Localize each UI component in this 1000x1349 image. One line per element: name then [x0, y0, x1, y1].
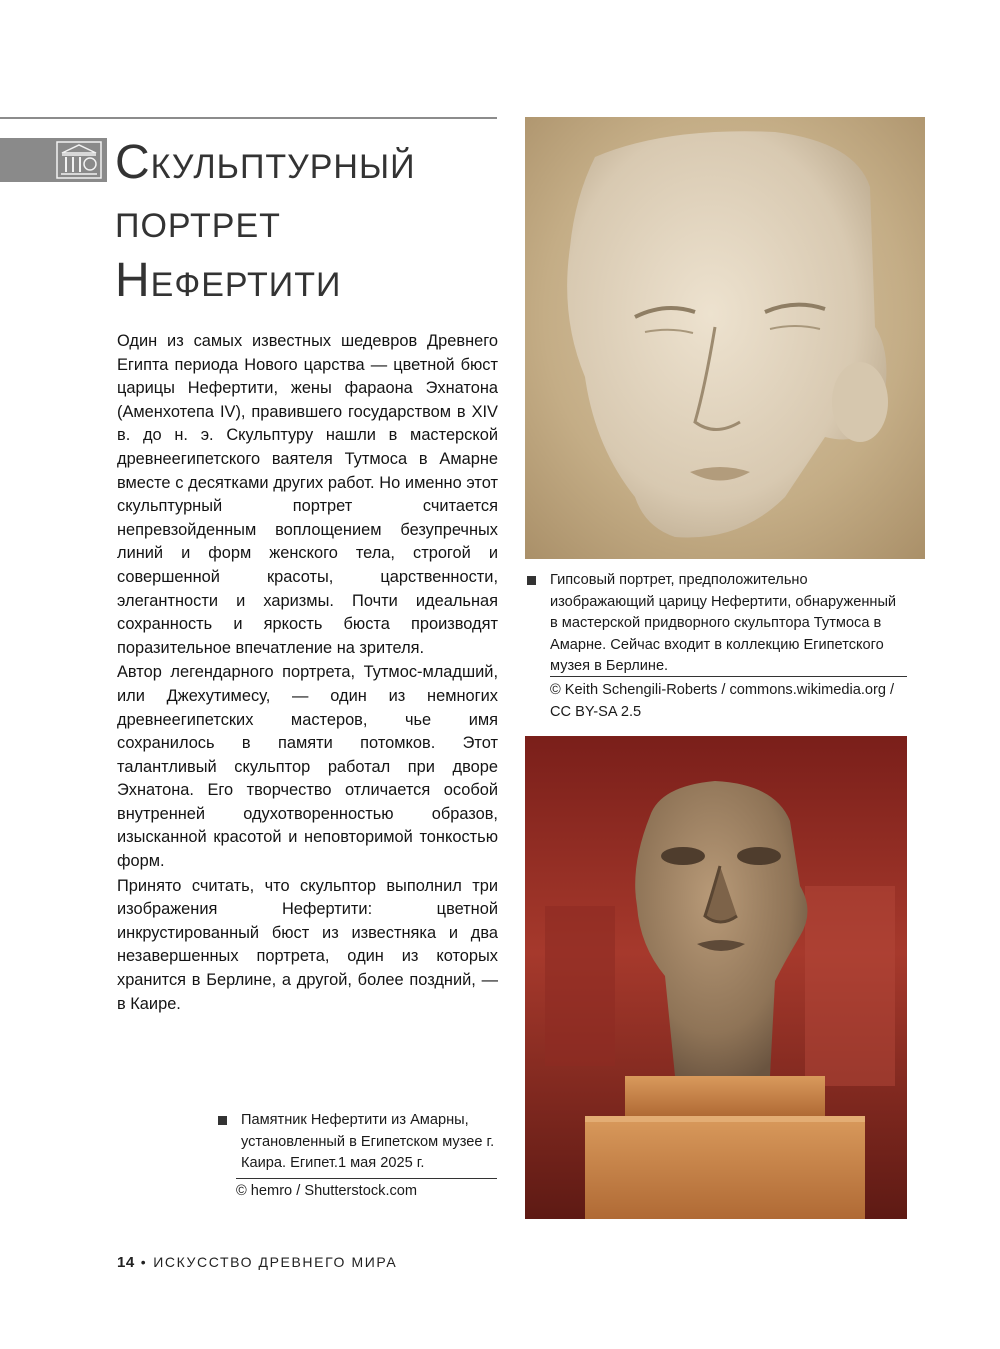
- title-line-2: портрет: [115, 195, 281, 248]
- caption-top: [527, 570, 907, 678]
- title-line-1: Скульптурный: [115, 136, 416, 189]
- caption-bottom-text: Памятник Нефертити из Амарны, установленный в Египетском музее г. Каира. Египет.1 мая 2025 г.: [241, 1112, 495, 1171]
- temple-icon: [56, 141, 102, 179]
- plaster-portrait-photo: [525, 117, 925, 559]
- footer-separator: •: [140, 1254, 148, 1270]
- header-rule: [0, 117, 497, 119]
- paragraph-3: Принято считать, что скульптор выполнил три изображения Нефертити: цветной инкрустированный бюст из известняка и два незавершенных портрета, один из которых хранится в Берлине, а другой, более поздний, — в Каире.: [117, 876, 498, 1013]
- credit-rule-top: [550, 676, 907, 677]
- title-line-3: Нефертити: [115, 254, 342, 307]
- credit-rule-bottom: [236, 1178, 497, 1179]
- footer-section: ИСКУССТВО ДРЕВНЕГО МИРА: [153, 1254, 398, 1270]
- caption-bottom: [218, 1110, 498, 1175]
- page-title: [115, 133, 505, 310]
- caption-bullet: [218, 1116, 227, 1125]
- paragraph-1: Один из самых известных шедевров Древнего Египта периода Нового царства — цветной бюст царицы Нефертити, жены фараона Эхнатона (Аменхотепа IV), правившего государством в XIV в. до н. э. Скульптуру нашли в мастерской древнеегипетского ваятеля Тутмоса в Амарне вместе с десятками других работ. Но именно этот скульптурный портрет считается непревзойденным воплощением безупречных линий и форм женского тела, строгой и совершенной красоты, царственности, элегантности и харизмы. Почти идеальная сохранность и яркость бюста производят поразительное впечатление на зрителя.: [117, 332, 498, 657]
- page-footer: [117, 1254, 397, 1271]
- credit-top: © Keith Schengili-Roberts / commons.wikimedia.org / CC BY-SA 2.5: [550, 682, 895, 720]
- paragraph-2: Автор легендарного портрета, Тутмос-младший, или Джехутимесу, — один из немногих древнеегипетских мастеров, чье имя сохранилось в памяти потомков. Этот талантливый скульптор работал при дворе Эхнатона. Его творчество отличается особой внутренней одухотворенностью образов, изысканной красотой и неповторимой тонкостью форм.: [117, 663, 498, 871]
- article-body: [117, 330, 498, 1017]
- caption-top-text: Гипсовый портрет, предположительно изображающий царицу Нефертити, обнаруженный в мастерской придворного скульптора Тутмоса в Амарне. Сейчас входит в коллекцию Египетского музея в Берлине.: [550, 572, 897, 674]
- credit-bottom: © hemro / Shutterstock.com: [236, 1183, 418, 1199]
- page-number: 14: [117, 1254, 135, 1271]
- stone-portrait-photo: [525, 736, 907, 1219]
- caption-bullet: [527, 576, 536, 585]
